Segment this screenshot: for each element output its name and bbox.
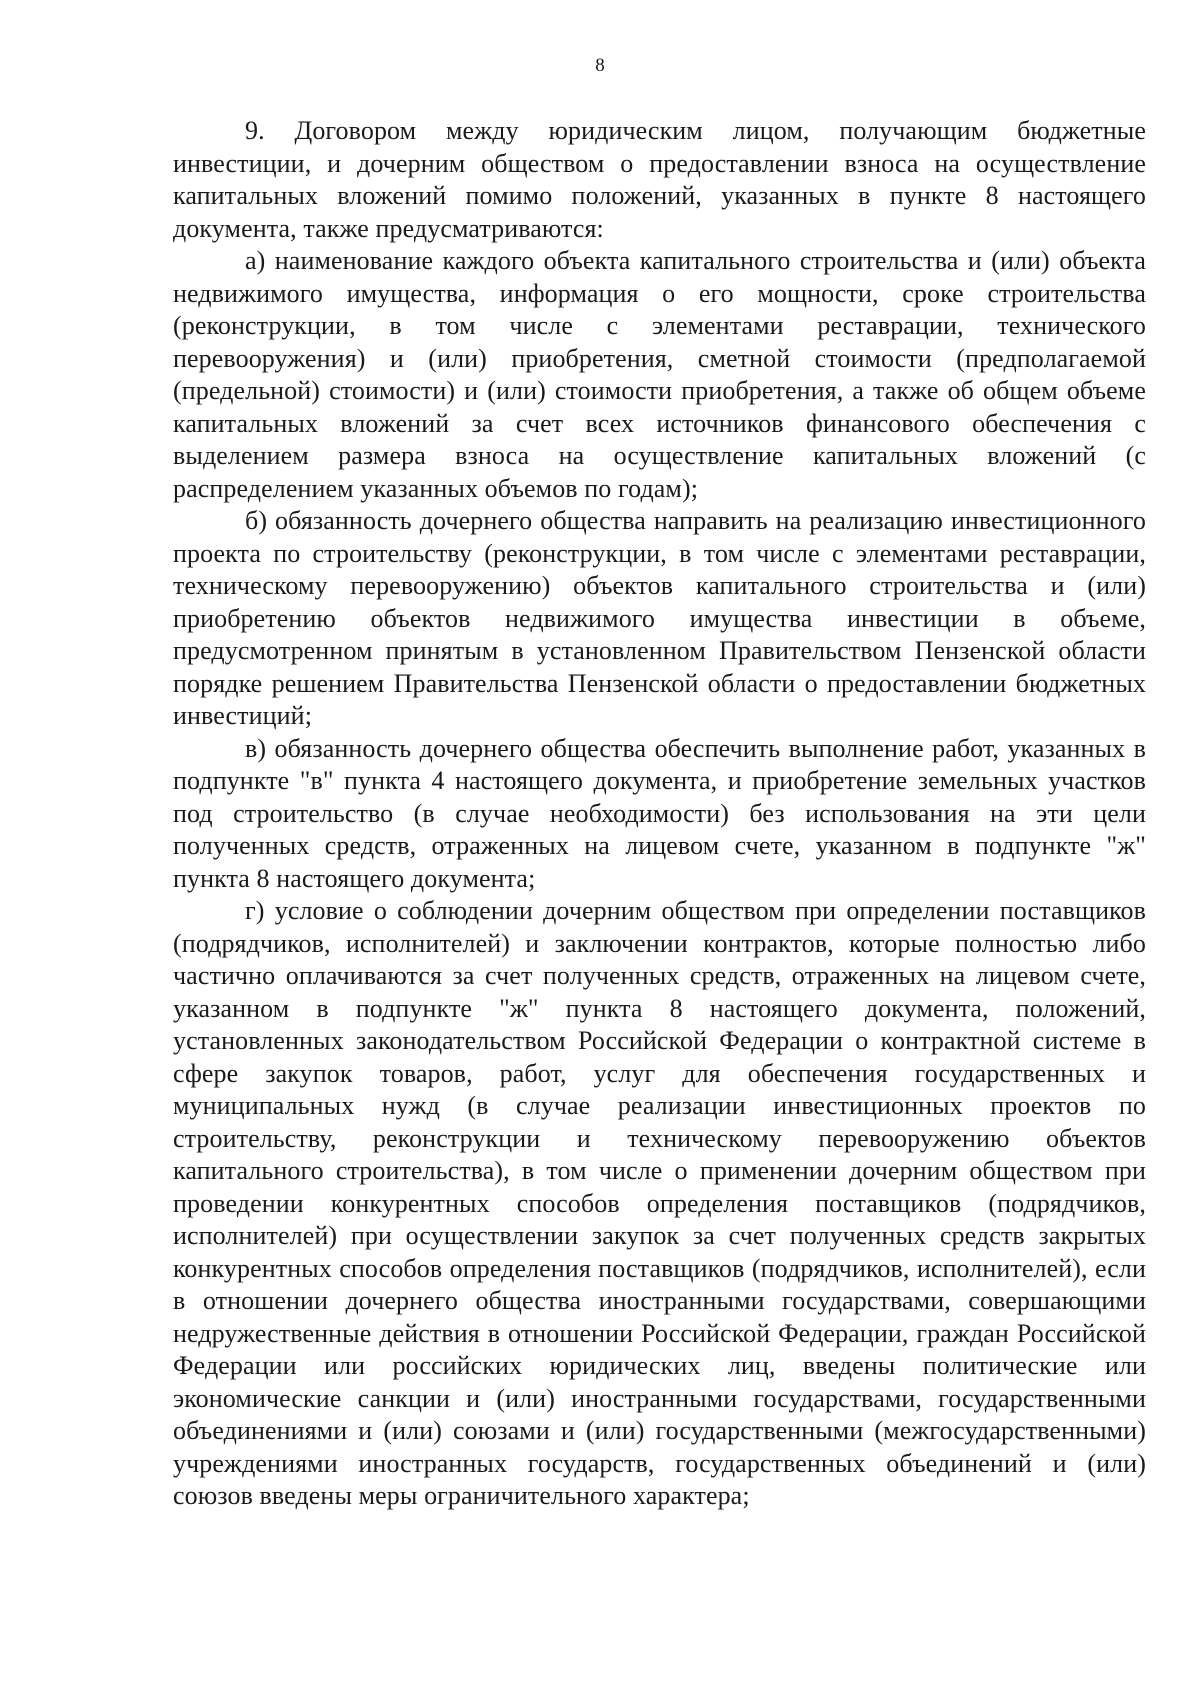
paragraph-subclause-v: в) обязанность дочернего общества обеспечить выполнение работ, указанных в подпункте "в" пункта 4 настоящего документа, и приобретение земельных участков под строительство (в случае необходимости) без использования на эти цели полученных средств, отраженных на лицевом счете, указанном в подпункте "ж" пункта 8 настоящего документа;	[173, 733, 1146, 893]
page-number: 8	[595, 55, 605, 76]
document-body	[173, 115, 1146, 1513]
paragraph-subclause-b: б) обязанность дочернего общества направить на реализацию инвестиционного проекта по строительству (реконструкции, в том числе с элементами реставрации, техническому перевооружению) объектов капитального строительства и (или) приобретению объектов недвижимого имущества инвестиции в объеме, предусмотренном принятым в установленном Правительством Пензенской области порядке решением Правительства Пензенской области о предоставлении бюджетных инвестиций;	[173, 506, 1146, 730]
paragraph-subclause-g: г) условие о соблюдении дочерним обществом при определении поставщиков (подрядчиков, исполнителей) и заключении контрактов, которые полностью либо частично оплачиваются за счет полученных средств, отраженных на лицевом счете, указанном в подпункте "ж" пункта 8 настоящего документа, положений, установленных законодательством Российской Федерации о контрактной системе в сфере закупок товаров, работ, услуг для обеспечения государственных и муниципальных нужд (в случае реализации инвестиционных проектов по строительству, реконструкции и техническому перевооружению объектов капитального строительства), в том числе о применении дочерним обществом при проведении конкурентных способов определения поставщиков (подрядчиков, исполнителей) при осуществлении закупок за счет полученных средств закрытых конкурентных способов определения поставщиков (подрядчиков, исполнителей), если в отношении дочернего общества иностранными государствами, совершающими недружественные действия в отношении Российской Федерации, граждан Российской Федерации или российских юридических лиц, введены политические или экономические санкции и (или) иностранными государствами, государственными объединениями и (или) союзами и (или) государственными (межгосударственными) учреждениями иностранных государств, государственных объединений и (или) союзов введены меры ограничительного характера;	[173, 896, 1146, 1510]
paragraph-clause-9: 9. Договором между юридическим лицом, получающим бюджетные инвестиции, и дочерним обществом о предоставлении взноса на осуществление капитальных вложений помимо положений, указанных в пункте 8 настоящего документа, также предусматриваются:	[173, 116, 1146, 243]
paragraph-subclause-a: а) наименование каждого объекта капитального строительства и (или) объекта недвижимого имущества, информация о его мощности, сроке строительства (реконструкции, в том числе с элементами реставрации, технического перевооружения) и (или) приобретения, сметной стоимости (предполагаемой (предельной) стоимости) и (или) стоимости приобретения, а также об общем объеме капитальных вложений за счет всех источников финансового обеспечения с выделением размера взноса на осуществление капитальных вложений (с распределением указанных объемов по годам);	[173, 246, 1146, 503]
